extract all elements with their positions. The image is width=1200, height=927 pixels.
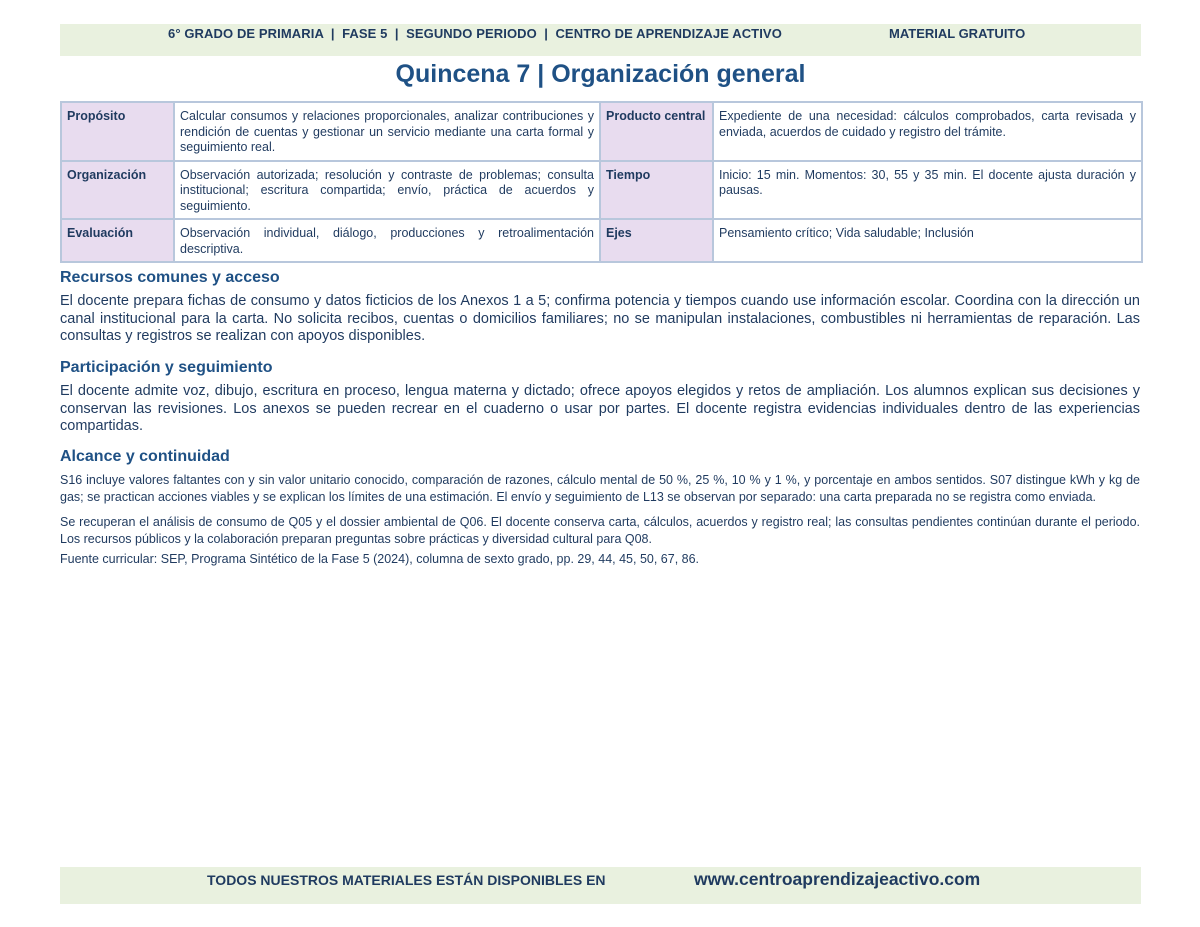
footer-band	[60, 867, 1141, 904]
label-producto-central: Producto central	[600, 102, 713, 161]
table-row	[61, 161, 1142, 220]
label-ejes: Ejes	[600, 219, 713, 262]
header-band	[60, 24, 1141, 56]
label-tiempo: Tiempo	[600, 161, 713, 220]
curricular-source: Fuente curricular: SEP, Programa Sintético de la Fase 5 (2024), columna de sexto grado, pp. 29, 44, 45, 50, 67, 86.	[60, 552, 700, 566]
text-organizacion: Observación autorizada; resolución y contraste de problemas; consulta institucional; escritura compartida; envío, práctica de acuerdos y seguimiento.	[174, 161, 600, 220]
header-free-material: MATERIAL GRATUITO	[889, 26, 1026, 41]
table-row	[61, 219, 1142, 262]
section-body: El docente admite voz, dibujo, escritura en proceso, lengua materna y dictado; ofrece apoyos elegidos y retos de ampliación. Los alumnos explican sus decisiones y conservan las revisiones. Los anexos se pueden recrear en el cuaderno o usar por partes. El docente registra evidencias individuales dentro de las experiencias compartidas.	[60, 383, 1140, 434]
section-body: Se recuperan el análisis de consumo de Q05 y el dossier ambiental de Q06. El docente conserva carta, cálculos, acuerdos y registro real; las consultas pendientes continúan durante el periodo. Los recursos públicos y la colaboración preparan preguntas sobre prácticas y diversidad cultural para Q08.	[60, 515, 1140, 546]
header-info: 6° GRADO DE PRIMARIA | FASE 5 | SEGUNDO PERIODO | CENTRO DE APRENDIZAJE ACTIVO	[168, 26, 782, 41]
section-heading: Participación y seguimiento	[60, 359, 273, 376]
page-title: Quincena 7 | Organización general	[395, 60, 806, 88]
section-heading: Recursos comunes y acceso	[60, 269, 280, 286]
section-heading: Alcance y continuidad	[60, 448, 230, 465]
label-organizacion: Organización	[61, 161, 174, 220]
section-recursos	[60, 269, 1140, 346]
text-proposito: Calcular consumos y relaciones proporcionales, analizar contribuciones y rendición de cuentas y gestionar un servicio mediante una carta formal y seguimiento real.	[174, 102, 600, 161]
text-ejes: Pensamiento crítico; Vida saludable; Inclusión	[713, 219, 1142, 262]
text-evaluacion: Observación individual, diálogo, producciones y retroalimentación descriptiva.	[174, 219, 600, 262]
footer-text: TODOS NUESTROS MATERIALES ESTÁN DISPONIBLES EN	[207, 872, 606, 888]
section-body: El docente prepara fichas de consumo y datos ficticios de los Anexos 1 a 5; confirma potencia y tiempos cuando use información escolar. Coordina con la dirección un canal institucional para la carta. No solicita recibos, cuentas o domicilios familiares; no se manipulan instalaciones, combustibles ni herramientas de reparación. Las consultas y registros se realizan con apoyos disponibles.	[60, 293, 1140, 344]
text-tiempo: Inicio: 15 min. Momentos: 30, 55 y 35 min. El docente ajusta duración y pausas.	[713, 161, 1142, 220]
table-row	[61, 102, 1142, 161]
section-body: S16 incluye valores faltantes con y sin valor unitario conocido, comparación de razones, cálculo mental de 50 %, 25 %, 10 % y 1 %, y porcentaje en ambos sentidos. S07 distingue kWh y kg de gas; se practican acciones viables y se explican los límites de una estimación. El envío y seguimiento de L13 se observan por separado: una carta preparada no se registra como enviada.	[60, 473, 1140, 504]
label-proposito: Propósito	[61, 102, 174, 161]
section-participacion	[60, 359, 1140, 436]
label-evaluacion: Evaluación	[61, 219, 174, 262]
section-alcance	[60, 448, 1140, 568]
footer-url-link[interactable]: www.centroaprendizajeactivo.com	[694, 869, 981, 889]
text-producto-central: Expediente de una necesidad: cálculos comprobados, carta revisada y enviada, acuerdos de cuidado y registro del trámite.	[713, 102, 1142, 161]
organization-table	[60, 101, 1143, 263]
